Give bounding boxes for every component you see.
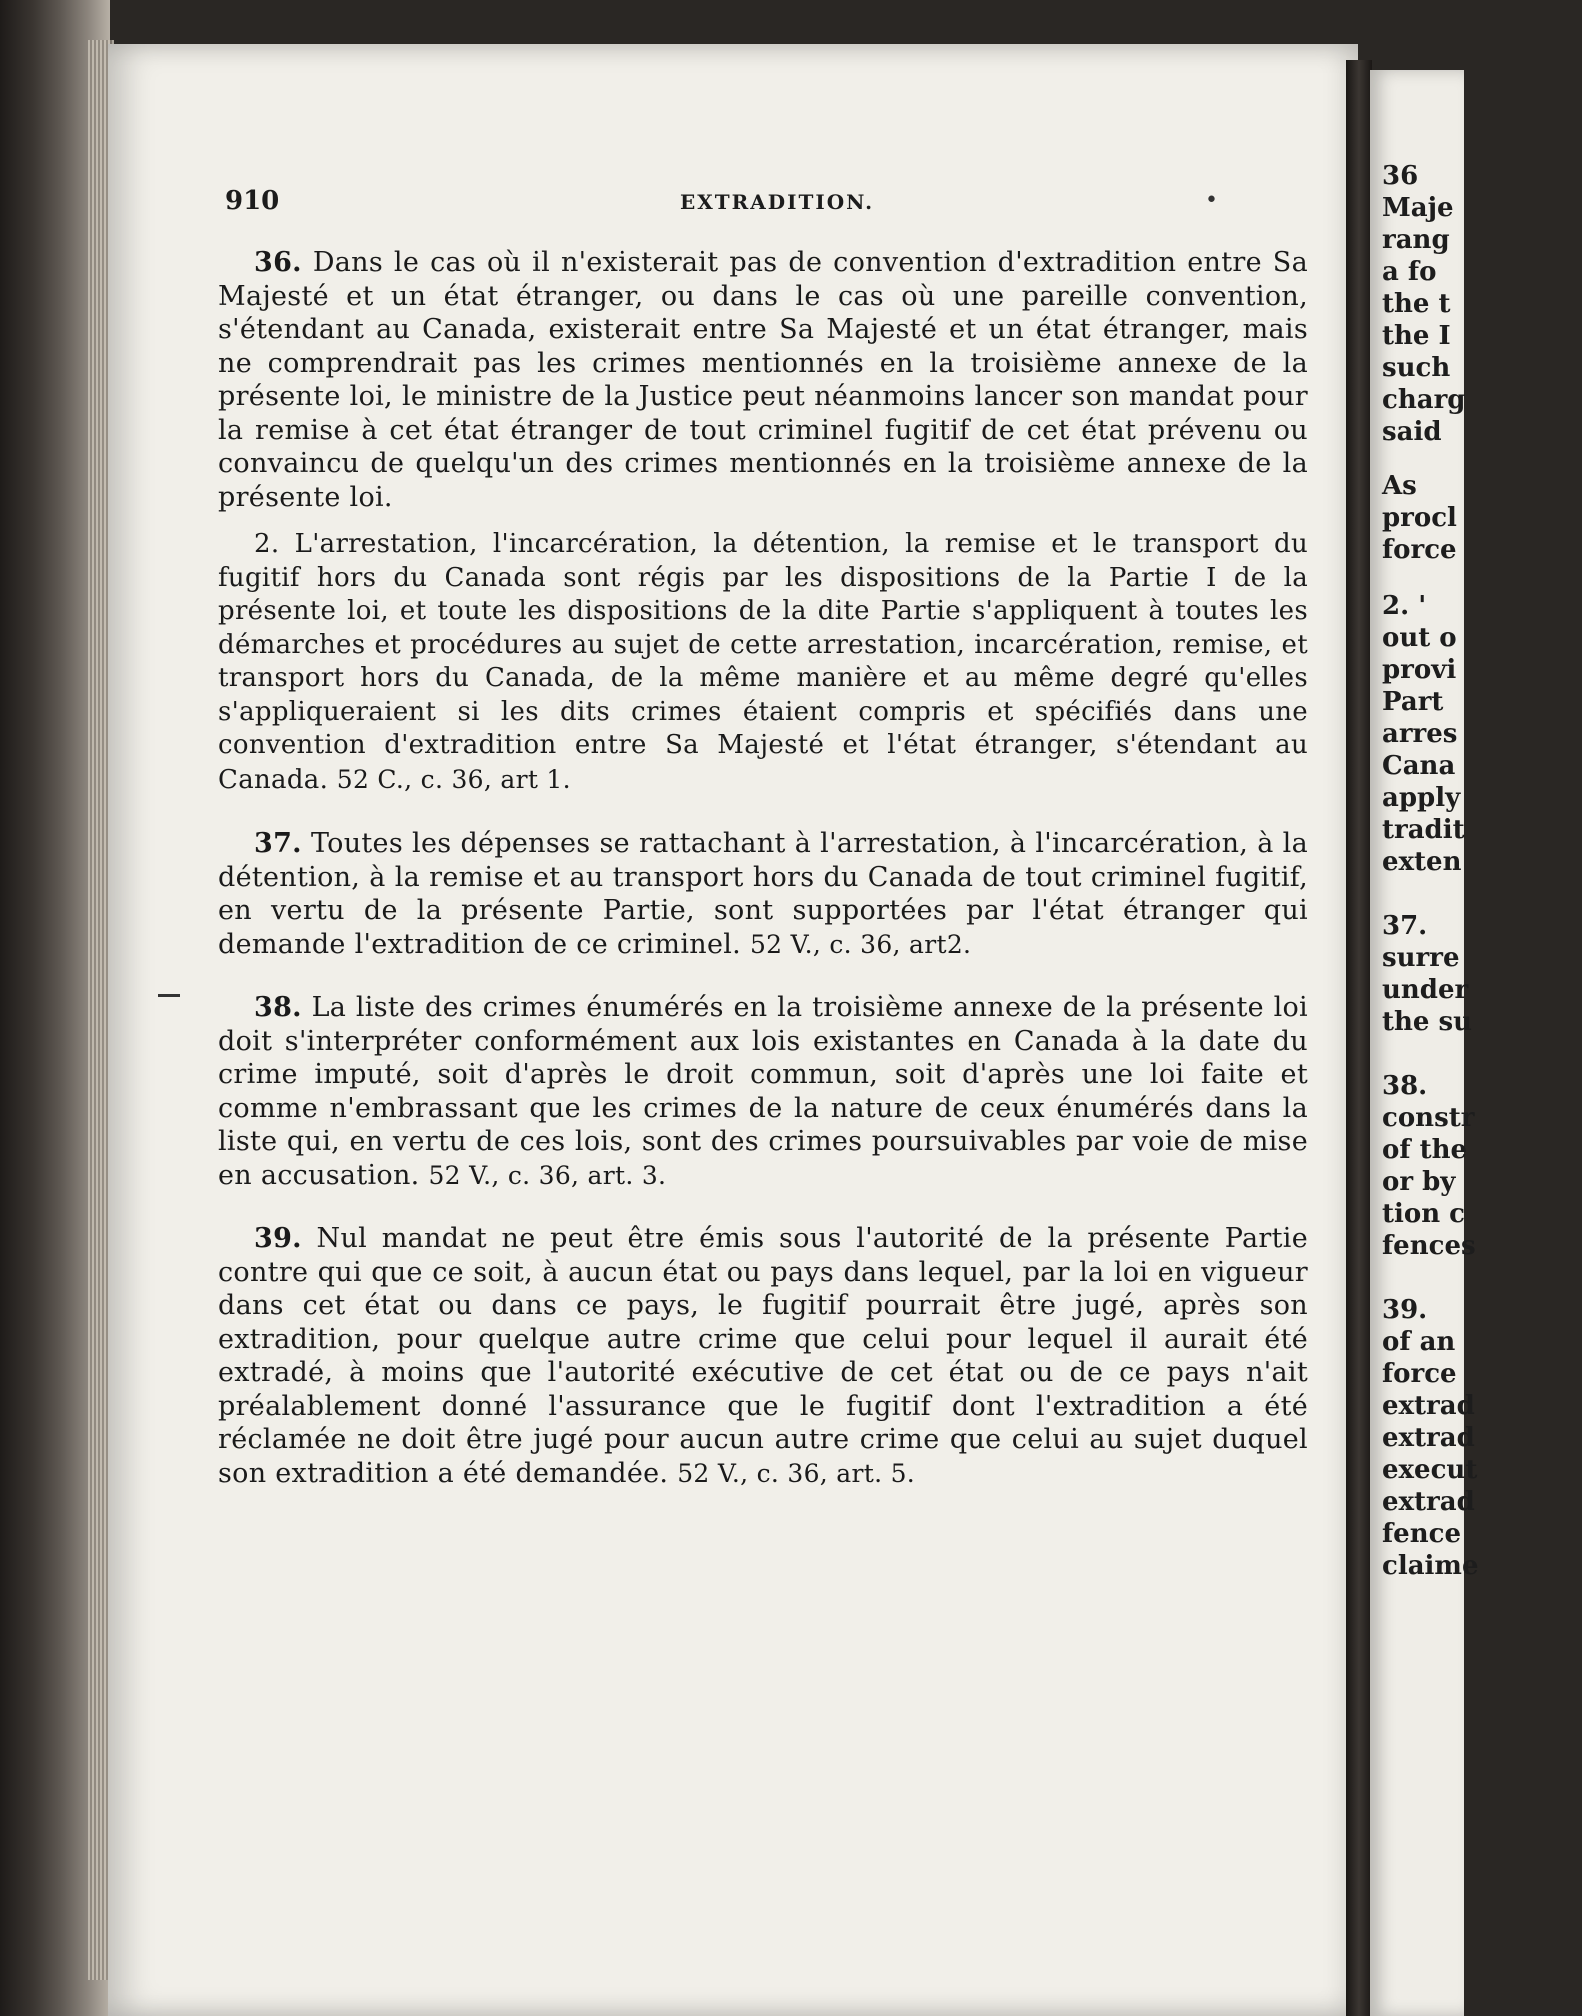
facing-page-line: As	[1382, 471, 1417, 501]
facing-page-line: 36	[1382, 161, 1419, 191]
facing-page-line: apply	[1382, 783, 1461, 813]
running-title: EXTRADITION.	[680, 190, 875, 214]
facing-page-line: out o	[1382, 623, 1457, 653]
facing-page-line: extrad	[1382, 1487, 1475, 1517]
facing-page-line: surre	[1382, 943, 1460, 973]
section-text: Nul mandat ne peut être émis sous l'autorité de la présente Partie contre qui que ce soit, à aucun état ou pays dans lequel, par la loi en vigueur dans cet état ou dans ce pays, le fugitif pourrait être jugé, après son extradition, pour quelque autre crime que celui pour lequel il aurait été extradé, à moins que l'autorité exécutive de cet état ou de ce pays n'ait préalablement donné l'assurance que le fugitif dont l'extradition a été réclamée ne doit être jugé pour aucun autre crime que celui au sujet duquel son extradition a été demandée.	[218, 1223, 1308, 1489]
citation: 52 V., c. 36, art. 3.	[428, 1160, 667, 1190]
document-body	[218, 246, 1308, 1490]
section-text: Toutes les dépenses se rattachant à l'arrestation, à l'incarcération, à la détention, à la remise et au transport hors du Canada de tout criminel fugitif, en vertu de la présente Partie, sont supportées par l'état étranger qui demande l'extradition de ce criminel.	[218, 828, 1308, 960]
section-37	[218, 827, 1308, 961]
facing-page-line: tion c	[1382, 1199, 1466, 1229]
margin-mark	[158, 994, 180, 997]
section-number: 37.	[254, 828, 302, 859]
facing-page-line: charg	[1382, 385, 1466, 415]
citation: 52 C., c. 36, art 1.	[336, 764, 571, 794]
facing-page-line: fence	[1382, 1519, 1462, 1549]
facing-page-line: the I	[1382, 321, 1451, 351]
facing-page-line: 39.	[1382, 1295, 1428, 1325]
section-number: 36.	[254, 247, 302, 278]
facing-page-line: Cana	[1382, 751, 1456, 781]
section-text: Dans le cas où il n'existerait pas de convention d'extradition entre Sa Majesté et un état étranger, ou dans le cas où une pareille convention, s'étendant au Canada, existerait entre Sa Majesté et un état étranger, mais ne comprendrait pas les crimes mentionnés en la troisième annexe de la présente loi, le ministre de la Justice peut néanmoins lancer son mandat pour la remise à cet état étranger de tout criminel fugitif de cet état prévenu ou convaincu de quelqu'un des crimes mentionnés en la troisième annexe de la présente loi.	[218, 247, 1308, 513]
section-36-subsection-2	[218, 528, 1308, 797]
section-36	[218, 246, 1308, 514]
header-dot: •	[1205, 188, 1218, 213]
facing-page-line: fences	[1382, 1231, 1476, 1261]
facing-page-line: constr	[1382, 1103, 1475, 1133]
facing-page-line: claime	[1382, 1551, 1479, 1581]
section-39	[218, 1222, 1308, 1490]
facing-page-line: the su	[1382, 1007, 1473, 1037]
facing-page-line: arres	[1382, 719, 1458, 749]
facing-page-line: 38.	[1382, 1071, 1428, 1101]
facing-page-line: rang	[1382, 225, 1450, 255]
section-38	[218, 991, 1308, 1192]
facing-page-line: a fo	[1382, 257, 1437, 287]
facing-page-line: such	[1382, 353, 1451, 383]
facing-page-line: 37.	[1382, 911, 1428, 941]
facing-page-line: under	[1382, 975, 1469, 1005]
facing-page-line: provi	[1382, 655, 1457, 685]
facing-page-line: force	[1382, 535, 1457, 565]
facing-page-line: execut	[1382, 1455, 1478, 1485]
facing-page-line: of an	[1382, 1327, 1456, 1357]
book-gutter	[1346, 60, 1372, 2016]
facing-page-line: 2. '	[1382, 591, 1427, 621]
facing-page	[1370, 70, 1479, 2016]
citation: 52 V., c. 36, art2.	[749, 929, 972, 959]
facing-page-line: Maje	[1382, 193, 1454, 223]
facing-page-line: procl	[1382, 503, 1457, 533]
section-number: 38.	[254, 992, 302, 1023]
facing-page-line: said	[1382, 417, 1442, 447]
section-number: 39.	[254, 1223, 302, 1254]
page-header	[225, 186, 1305, 226]
facing-page-line: the t	[1382, 289, 1451, 319]
facing-page-line: exten	[1382, 847, 1462, 877]
subsection-number: 2.	[254, 529, 280, 559]
page-number: 910	[225, 186, 280, 216]
facing-page-line: force	[1382, 1359, 1457, 1389]
section-text: L'arrestation, l'incarcération, la détention, la remise et le transport du fugitif hors du Canada sont régis par les dispositions de la Partie I de la présente loi, et toute les dispositions de la dite Partie s'appliquent à toutes les démarches et procédures au sujet de cette arrestation, incarcération, remise, et transport hors du Canada, de la même manière et au même degré qu'elles s'appliqueraient si les dits crimes étaient compris et spécifiés dans une convention d'extradition entre Sa Majesté et l'état étranger, s'étendant au Canada.	[218, 529, 1308, 795]
section-text: La liste des crimes énumérés en la troisième annexe de la présente loi doit s'interpréter conformément aux lois existantes en Canada à la date du crime imputé, soit d'après le droit commun, soit d'après une loi faite et comme n'embrassant que les crimes de la nature de ceux énumérés dans la liste qui, en vertu de ces lois, sont des crimes poursuivables par voie de mise en accusation.	[218, 992, 1308, 1191]
facing-page-line: of the	[1382, 1135, 1468, 1165]
facing-page-line: or by	[1382, 1167, 1456, 1197]
citation: 52 V., c. 36, art. 5.	[677, 1458, 916, 1488]
facing-page-line: extrad	[1382, 1423, 1475, 1453]
facing-page-line: Part	[1382, 687, 1444, 717]
facing-page-line: tradit	[1382, 815, 1465, 845]
facing-page-line: extrad	[1382, 1391, 1475, 1421]
